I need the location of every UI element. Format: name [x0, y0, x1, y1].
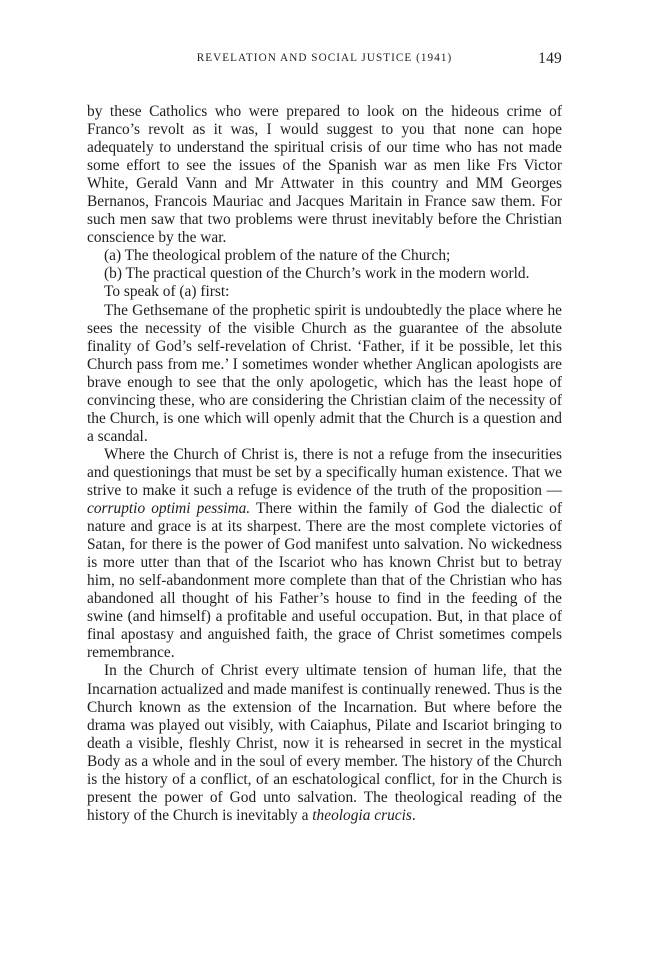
- paragraph: by these Catholics who were prepared to look on the hideous crime of Franco’s revolt as it was, I would suggest to you that none can hope adequately to understand the spiritual crisis of our time who has not made some effort to see the issues of the Spanish war as men like Frs Victor White, Gerald Vann and Mr Attwater in this country and MM Georges Bernanos, Francois Mauriac and Jacques Maritain in France saw them. For such men saw that two problems were thrust inevitably before the Christian conscience by the war.: [87, 103, 562, 247]
- body-text: [87, 103, 562, 825]
- list-item-b: (b) The practical question of the Church’s work in the modern world.: [104, 265, 530, 283]
- list-item-a: (a) The theological problem of the nature of the Church;: [104, 247, 451, 265]
- running-head: REVELATION AND SOCIAL JUSTICE (1941): [196, 52, 453, 64]
- text-run: Where the Church of Christ is, there is not a refuge from the insecurities and questionings that must be set by a specifically human existence. That we strive to make it such a refuge is evidence of the truth of the proposition —: [87, 445, 562, 499]
- paragraph: To speak of (a) first:: [104, 283, 230, 301]
- text-run: .: [411, 806, 416, 824]
- text-run: There within the family of God the dialectic of nature and grace is at its sharpest. There are the most complete victories of Satan, for there is the power of God manifest unto salvation. No wickedness is more utter than that of the Iscariot who has known Christ but to betray him, no self-abandonment more complete than that of the Christian who has abandoned all thought of his Father’s house to find in the feeding of the swine (and himself) a profitable and useful occupation. But, in that place of final apostasy and anguished faith, the grace of Christ sometimes compels remembrance.: [87, 500, 562, 662]
- paragraph: [87, 446, 562, 663]
- latin-phrase: theologia crucis: [312, 806, 412, 824]
- text-run: In the Church of Christ every ultimate tension of human life, that the Incarnation actualized and made manifest is continually renewed. Thus is the Church known as the extension of the Incarnation. But where before the drama was played out visibly, with Caiaphus, Pilate and Iscariot bringing to death a visible, fleshly Christ, now it is rehearsed in secret in the mystical Body as a whole and in the soul of every member. The history of the Church is the history of a conflict, of an eschatological conflict, for in the Church is present the power of God unto salvation. The theological reading of the history of the Church is inevitably a: [87, 662, 562, 824]
- page-number: 149: [538, 50, 562, 67]
- paragraph: The Gethsemane of the prophetic spirit is undoubtedly the place where he sees the necessity of the visible Church as the guarantee of the absolute finality of God’s self-revelation of Christ. ‘Father, if it be possible, let this Church pass from me.’ I sometimes wonder whether Anglican apologists are brave enough to see that the only apologetic, which has the least hope of convincing these, who are considering the Christian claim of the necessity of the Church, is one which will openly admit that the Church is a question and a scandal.: [87, 301, 562, 445]
- latin-phrase: corruptio optimi pessima.: [87, 500, 251, 518]
- paragraph: [87, 662, 562, 824]
